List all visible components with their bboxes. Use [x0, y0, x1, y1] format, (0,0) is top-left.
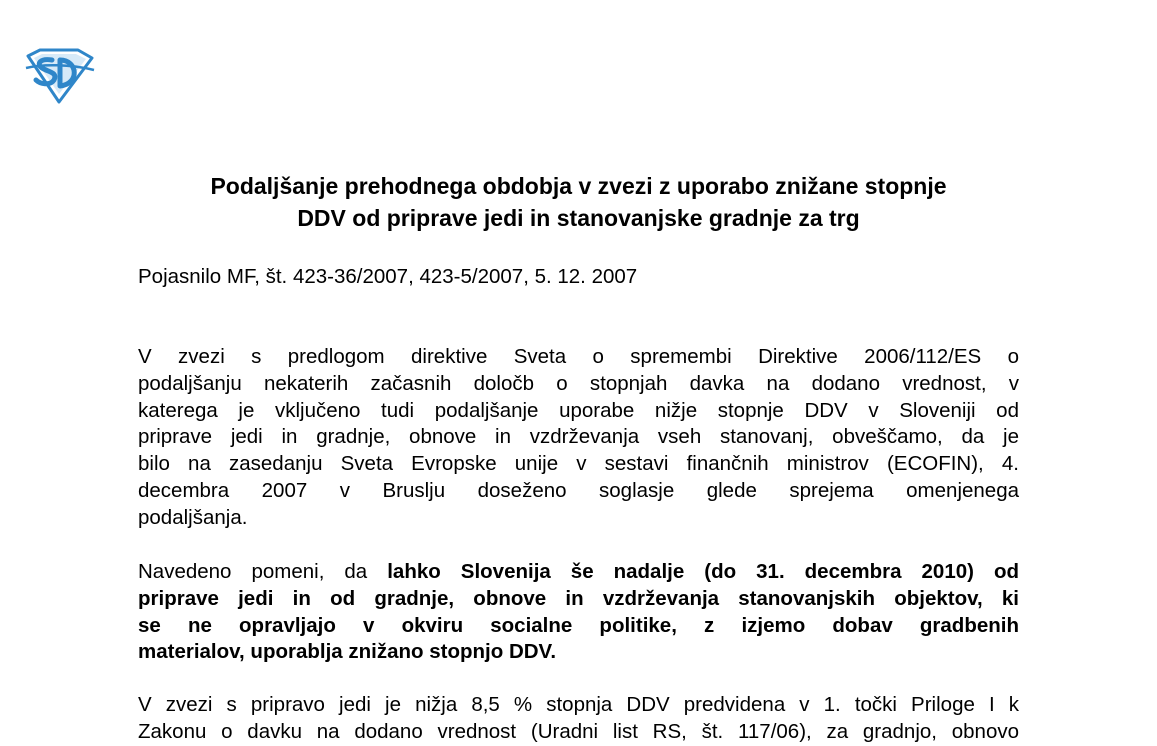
title-line-2: DDV od priprave jedi in stanovanjske gradnje za trg — [297, 205, 860, 231]
paragraph-2-bold-text: materialov, uporablja znižano stopnjo DDV. — [138, 640, 557, 664]
paragraph-3-line: V zvezi s pripravo jedi je nižja 8,5 % stopnja DDV predvidena v 1. točki Priloge I k — [138, 693, 1019, 716]
document-title — [100, 170, 1057, 234]
paragraph-2-bold-text: se ne opravljajo v okviru socialne politike, z izjemo dobav gradbenih — [138, 613, 1019, 637]
paragraph-1-line: priprave jedi in gradnje, obnove in vzdrževanja vseh stanovanj, obveščamo, da je — [138, 425, 1019, 449]
document-reference: Pojasnilo MF, št. 423-36/2007, 423-5/2007, 5. 12. 2007 — [138, 265, 638, 288]
paragraph-2-bold-text: priprave jedi in od gradnje, obnove in vzdrževanja stanovanjskih objektov, ki — [138, 586, 1019, 610]
paragraph-3 — [138, 692, 1019, 746]
paragraph-2 — [138, 559, 1019, 666]
title-line-1: Podaljšanje prehodnega obdobja v zvezi z uporabo znižane stopnje — [210, 173, 947, 199]
paragraph-1-line: podaljšanju nekaterih začasnih določb o stopnjah davka na dodano vrednost, v — [138, 371, 1019, 395]
paragraph-2-line — [138, 586, 1019, 613]
paragraph-3-line: Zakonu o davku na dodano vrednost (Uradni list RS, št. 117/06), za gradnjo, obnovo — [138, 719, 1019, 743]
paragraph-1-line: decembra 2007 v Bruslju doseženo soglasje glede sprejema omenjenega — [138, 478, 1019, 502]
paragraph-1 — [138, 344, 1019, 532]
paragraph-1-line: bilo na zasedanju Sveta Evropske unije v sestavi finančnih ministrov (ECOFIN), 4. — [138, 452, 1019, 476]
paragraph-1-line: podaljšanja. — [138, 505, 248, 529]
paragraph-2-normal-text: Navedeno pomeni, da — [138, 560, 388, 583]
paragraph-2-line — [138, 613, 1019, 640]
sd-shield-logo-icon — [22, 48, 96, 104]
paragraph-2-bold-text: lahko Slovenija še nadalje (do 31. decembra 2010) od — [387, 560, 1020, 583]
paragraph-2-line-1 — [138, 559, 1019, 586]
paragraph-2-line — [138, 639, 1019, 666]
paragraph-1-line: katerega je vključeno tudi podaljšanje uporabe nižje stopnje DDV v Sloveniji od — [138, 398, 1019, 422]
paragraph-1-line: V zvezi s predlogom direktive Sveta o spremembi Direktive 2006/112/ES o — [138, 345, 1019, 368]
